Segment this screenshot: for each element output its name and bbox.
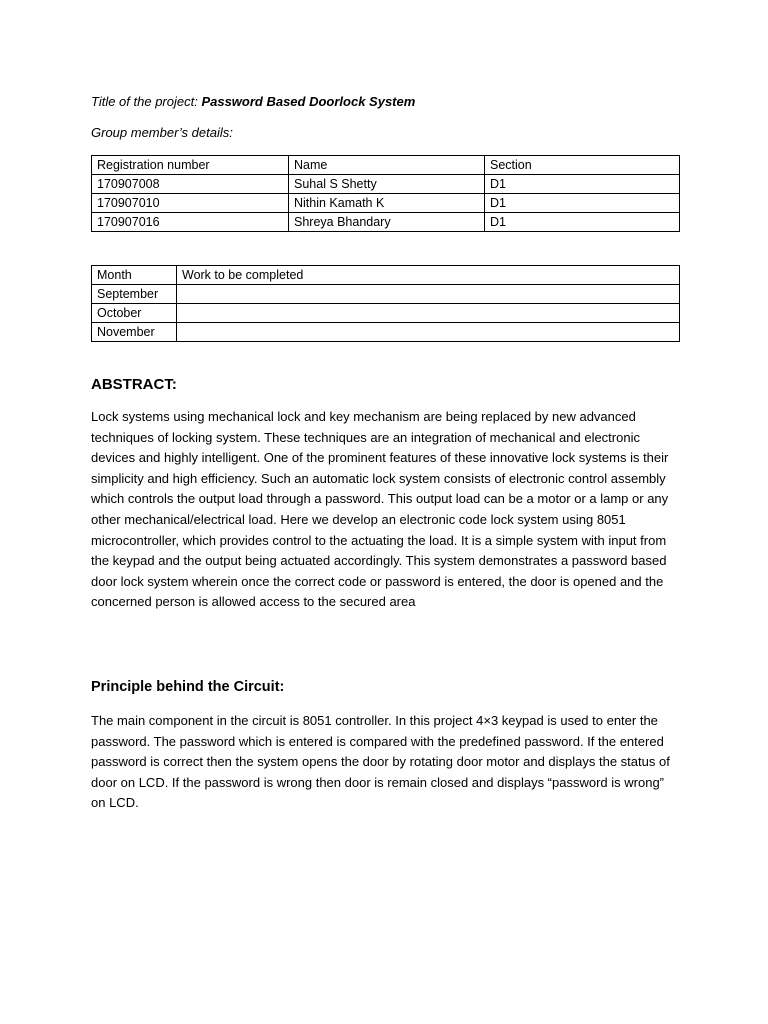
project-title-prefix: Title of the project: (91, 94, 202, 109)
group-details-label: Group member’s details: (91, 125, 233, 140)
table-cell: Shreya Bhandary (289, 213, 485, 232)
table-cell: D1 (485, 175, 680, 194)
table-cell: 170907016 (92, 213, 289, 232)
table-row (92, 285, 680, 304)
principle-paragraph: The main component in the circuit is 8051 controller. In this project 4×3 keypad is used to enter the password. The password which is entered is compared with the predefined password. If the entered password is correct then the system opens the door by rotating door motor and displays the status of door on LCD. If the password is wrong then door is remain closed and displays “password is wrong” on LCD. (91, 713, 670, 811)
table-cell: 170907010 (92, 194, 289, 213)
table-header-row (92, 266, 680, 285)
table-header-row (92, 156, 680, 175)
table-row (92, 194, 680, 213)
table-cell: September (92, 285, 177, 304)
table-cell: D1 (485, 213, 680, 232)
table-header-cell: Section (485, 156, 680, 175)
table-cell (177, 285, 680, 304)
table-row (92, 213, 680, 232)
abstract-paragraph: Lock systems using mechanical lock and key mechanism are being replaced by new advanced techniques of locking system. These techniques are an integration of mechanical and electronic devices and highly intelligent. One of the prominent features of these innovative lock systems is their simplicity and high efficiency. Such an automatic lock system consists of electronic control assembly which controls the output load through a password. This output load can be a motor or a lamp or any other mechanical/electrical load. Here we develop an electronic code lock system using 8051 microcontroller, which provides control to the actuating the load. It is a simple system with input from the keypad and the output being actuated accordingly. This system demonstrates a password based door lock system wherein once the correct code or password is entered, the door is opened and the concerned person is allowed access to the secured area (91, 409, 669, 610)
table-cell (177, 323, 680, 342)
table-cell: D1 (485, 194, 680, 213)
table-header-cell: Name (289, 156, 485, 175)
table-cell: November (92, 323, 177, 342)
project-title-name: Password Based Doorlock System (201, 94, 416, 109)
table-cell: 170907008 (92, 175, 289, 194)
table-header-cell: Work to be completed (177, 266, 680, 285)
members-table (91, 155, 680, 232)
table-cell (177, 304, 680, 323)
abstract-heading: ABSTRACT: (91, 376, 177, 393)
project-title-line (91, 94, 415, 109)
table-row (92, 175, 680, 194)
table-row (92, 304, 680, 323)
table-header-cell: Registration number (92, 156, 289, 175)
schedule-table (91, 265, 680, 342)
table-cell: Suhal S Shetty (289, 175, 485, 194)
table-row (92, 323, 680, 342)
principle-heading: Principle behind the Circuit: (91, 679, 285, 695)
table-cell: October (92, 304, 177, 323)
table-header-cell: Month (92, 266, 177, 285)
table-cell: Nithin Kamath K (289, 194, 485, 213)
